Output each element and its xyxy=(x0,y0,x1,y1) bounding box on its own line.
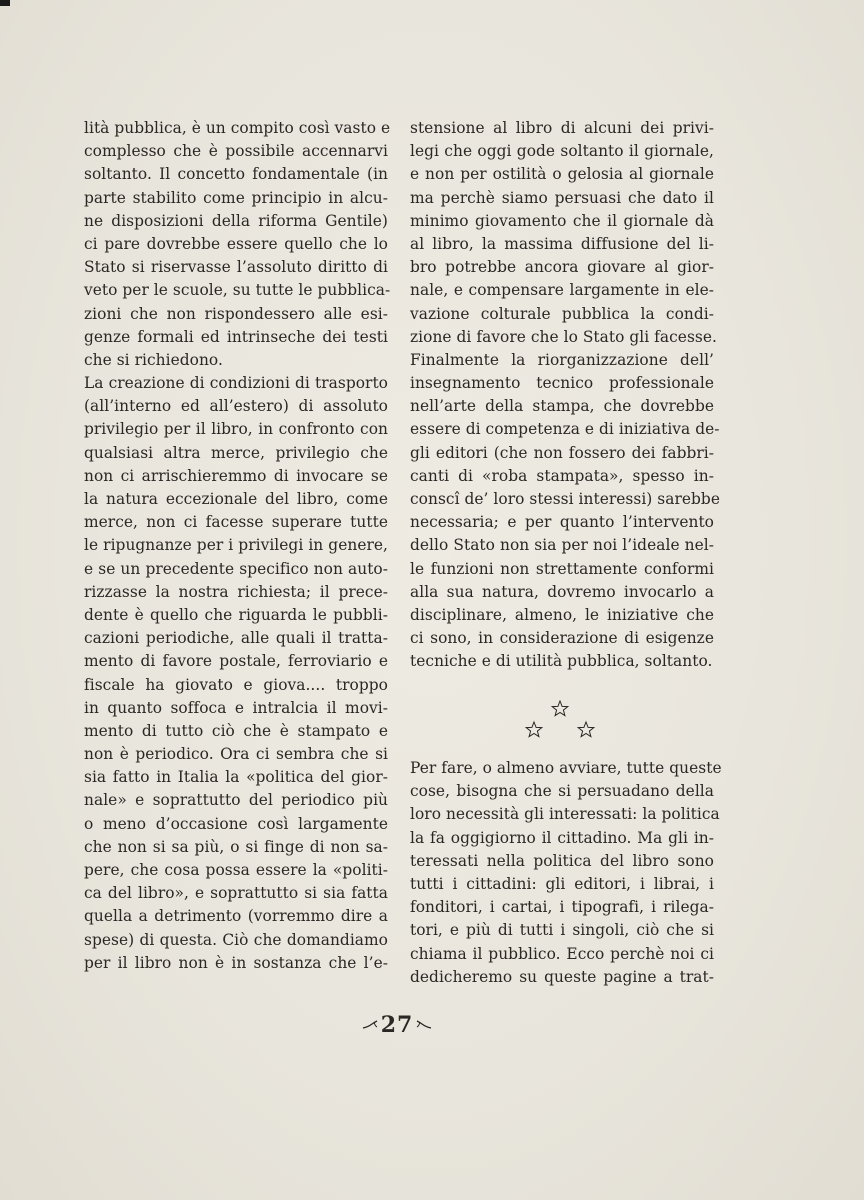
text-line: sia fatto in Italia la «politica del gior- xyxy=(84,768,388,787)
text-line: necessaria; e per quanto l’intervento xyxy=(410,513,714,532)
text-line: la fa oggigiorno il cittadino. Ma gli in- xyxy=(410,828,714,847)
right-text-column-bottom xyxy=(410,757,722,989)
text-line: gli editori (che non fossero dei fabbri- xyxy=(410,443,714,462)
text-line: dello Stato non sia per noi l’ideale nel- xyxy=(410,536,714,555)
right-text-column-top xyxy=(410,117,720,674)
text-line: essere di competenza e di iniziativa de- xyxy=(410,420,720,439)
text-line: ma perchè siamo persuasi che dato il xyxy=(410,188,714,207)
text-line: ci pare dovrebbe essere quello che lo xyxy=(84,234,388,253)
text-line: rizzasse la nostra richiesta; il prece- xyxy=(84,582,388,601)
text-line: genze formali ed intrinseche dei testi xyxy=(84,327,388,346)
text-line: soltanto. Il concetto fondamentale (in xyxy=(84,165,388,184)
text-line: o meno d’occasione così largamente xyxy=(84,814,388,833)
text-line: zioni che non rispondessero alle esi- xyxy=(84,304,388,323)
text-line: che non si sa più, o si finge di non sa- xyxy=(84,837,388,856)
text-line: alla sua natura, dovremo invocarlo a xyxy=(410,582,714,601)
scan-corner-mark xyxy=(0,0,10,6)
text-line: ne disposizioni della riforma Gentile) xyxy=(84,211,388,230)
text-line: nale, e compensare largamente in ele- xyxy=(410,281,714,300)
stars-ornament-svg xyxy=(520,700,600,742)
text-line: minimo giovamento che il giornale dà xyxy=(410,211,714,230)
left-text-column xyxy=(84,117,391,975)
text-line: Stato si riservasse l’assoluto diritto di xyxy=(84,258,388,277)
text-line: loro necessità gli interessati: la politica xyxy=(410,805,720,824)
text-line: Per fare, o almeno avviare, tutte queste xyxy=(410,759,722,777)
text-line: e se un precedente specifico non auto- xyxy=(84,559,388,578)
text-line: lità pubblica, è un compito così vasto e xyxy=(84,119,391,137)
right-flourish-icon xyxy=(416,1019,432,1031)
text-line: al libro, la massima diffusione del li- xyxy=(410,234,714,253)
text-line: cazioni periodiche, alle quali il tratta- xyxy=(84,629,388,648)
text-line: nell’arte della stampa, che dovrebbe xyxy=(410,397,714,416)
text-line: ci sono, in considerazione di esigenze xyxy=(410,629,714,648)
star-right xyxy=(578,722,594,737)
text-line: canti di «roba stampata», spesso in- xyxy=(410,466,714,485)
text-line: parte stabilito come principio in alcu- xyxy=(84,188,388,207)
left-flourish-icon xyxy=(362,1019,378,1031)
text-line: che si richiedono. xyxy=(84,350,223,369)
text-line: complesso che è possibile accennarvi xyxy=(84,142,388,161)
text-line: stensione al libro di alcuni dei privi- xyxy=(410,119,714,137)
text-line: pere, che cosa possa essere la «politi- xyxy=(84,861,388,879)
text-line: mento di favore postale, ferroviario e xyxy=(84,652,388,671)
text-line: zione di favore che lo Stato gli facesse. xyxy=(410,327,717,346)
text-line: e non per ostilità o gelosia al giornale xyxy=(410,165,714,184)
text-line: dente è quello che riguarda le pubbli- xyxy=(84,605,388,624)
text-line: fiscale ha giovato e giova.... troppo xyxy=(84,675,388,694)
three-stars-icon xyxy=(520,700,600,742)
text-line: tecniche e di utilità pubblica, soltanto. xyxy=(410,652,713,671)
text-line: Finalmente la riorganizzazione dell’ xyxy=(410,350,714,369)
text-line: tori, e più di tutti i singoli, ciò che si xyxy=(410,921,714,940)
text-line: insegnamento tecnico professionale xyxy=(410,374,714,393)
text-line: conscî de’ loro stessi interessi) sarebbe xyxy=(410,490,720,508)
text-line: in quanto soffoca e intralcia il movi- xyxy=(84,698,388,717)
star-top xyxy=(552,701,568,716)
text-line: quella a detrimento (vorremmo dire a xyxy=(84,907,388,926)
text-line: ca del libro», e soprattutto si sia fatta xyxy=(84,884,388,903)
page-number xyxy=(352,1008,442,1042)
text-line: (all’interno ed all’estero) di assoluto xyxy=(84,397,388,416)
text-line: disciplinare, almeno, le iniziative che xyxy=(410,605,714,624)
text-line: dedicheremo su queste pagine a trat- xyxy=(410,967,714,986)
text-line: qualsiasi altra merce, privilegio che xyxy=(84,443,388,462)
text-line: teressati nella politica del libro sono xyxy=(410,851,714,870)
text-line: non ci arrischieremmo di invocare se xyxy=(84,466,388,485)
text-line: bro potrebbe ancora giovare al gior- xyxy=(410,258,714,277)
text-line: mento di tutto ciò che è stampato e xyxy=(84,721,388,740)
text-line: merce, non ci facesse superare tutte xyxy=(84,513,388,532)
text-line: la natura eccezionale del libro, come xyxy=(84,490,388,508)
text-line: le funzioni non strettamente conformi xyxy=(410,559,714,578)
text-line: spese) di questa. Ciò che domandiamo xyxy=(84,930,388,949)
text-line: veto per le scuole, su tutte le pubblica- xyxy=(84,281,391,300)
text-line: cose, bisogna che si persuadano della xyxy=(410,782,714,801)
text-line: per il libro non è in sostanza che l’e- xyxy=(84,953,388,972)
text-line: non è periodico. Ora ci sembra che si xyxy=(84,745,388,764)
star-left xyxy=(526,722,542,737)
text-line: privilegio per il libro, in confronto con xyxy=(84,420,388,439)
text-line: le ripugnanze per i privilegi in genere, xyxy=(84,536,388,555)
page-number-value: 27 xyxy=(380,1012,414,1038)
text-line: La creazione di condizioni di trasporto xyxy=(84,374,388,393)
text-line: nale» e soprattutto del periodico più xyxy=(84,791,388,810)
text-line: vazione colturale pubblica la condi- xyxy=(410,304,714,323)
text-line: chiama il pubblico. Ecco perchè noi ci xyxy=(410,944,714,963)
text-line: tutti i cittadini: gli editori, i librai, i xyxy=(410,874,714,893)
text-line: fonditori, i cartai, i tipografi, i rilega- xyxy=(410,898,714,917)
text-line: legi che oggi gode soltanto il giornale, xyxy=(410,142,714,161)
